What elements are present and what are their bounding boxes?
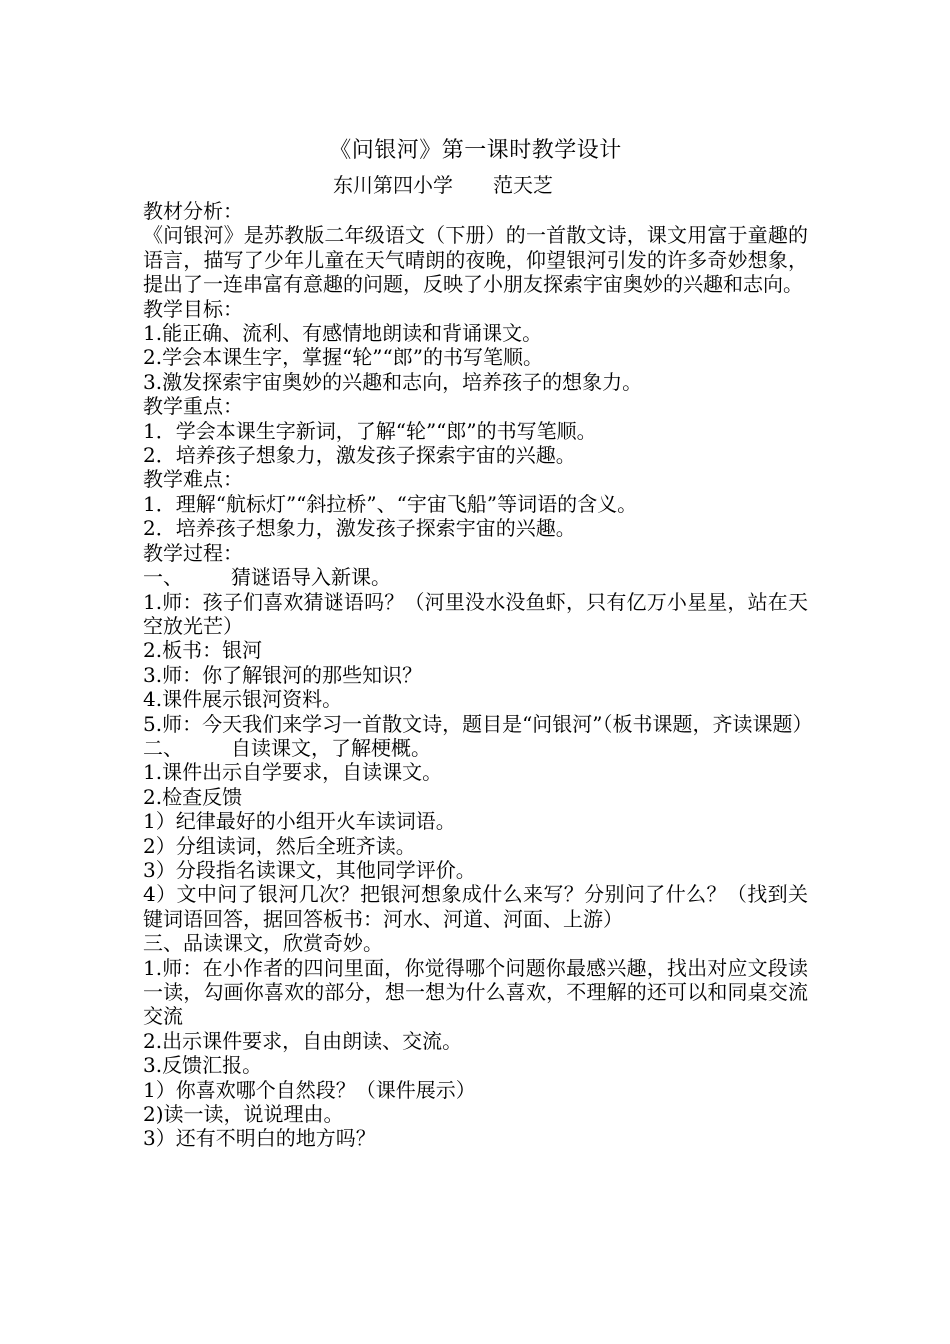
key-item: 1．学会本课生字新词，了解“轮”“郎”的书写笔顺。 [143,418,597,443]
part1-title: 猜谜语导入新课。 [231,565,391,590]
part3-heading: 三、品读课文，欣赏奇妙。 [143,931,383,956]
analysis-heading: 教材分析： [143,199,243,223]
goal-item: 2.学会本课生字，掌握“轮”“郎”的书写笔顺。 [143,345,543,370]
part2-title: 自读课文，了解梗概。 [231,735,431,760]
part2-item: 3）分段指名读课文，其他同学评价。 [143,857,476,882]
difficult-item: 1．理解“航标灯”“斜拉桥”、“宇宙飞船”等词语的含义。 [143,491,638,516]
part2-heading [143,736,808,760]
difficult-heading: 教学难点： [143,467,243,492]
part2-item: 4）文中问了银河几次？把银河想象成什么来写？分别问了什么？（找到关键词语回答，据回答板书：河水、河道、河面、上游） [143,882,808,931]
key-item: 2．培养孩子想象力，激发孩子探索宇宙的兴趣。 [143,443,576,468]
difficult-item: 2．培养孩子想象力，激发孩子探索宇宙的兴趣。 [143,516,576,541]
part2-number: 二、 [143,735,183,760]
part2-item: 2）分组读词，然后全班齐读。 [143,833,416,858]
part3-item: 3.反馈汇报。 [143,1053,263,1078]
part2-item: 1）纪律最好的小组开火车读词语。 [143,809,456,834]
part1-heading [143,565,808,589]
part3-item: 1）你喜欢哪个自然段？（课件展示） [143,1077,476,1102]
document-body [143,136,813,1151]
part1-item: 1.师：孩子们喜欢猜谜语吗？（河里没水没鱼虾，只有亿万小星星，站在天空放光芒） [143,589,808,638]
part2-item: 2.检查反馈 [143,784,243,809]
part3-item: 3）还有不明白的地方吗？ [143,1126,376,1151]
part2-item: 1.课件出示自学要求，自读课文。 [143,760,443,785]
part1-item: 5.师：今天我们来学习一首散文诗，题目是“问银河”（板书课题，齐读课题） [143,711,813,736]
goals-heading: 教学目标： [143,296,243,321]
part3-item: 2)读一读，说说理由。 [143,1102,344,1127]
part1-item: 3.师：你了解银河的那些知识？ [143,662,423,687]
goal-item: 1.能正确、流利、有感情地朗读和背诵课文。 [143,321,543,346]
part3-item: 1.师：在小作者的四问里面，你觉得哪个问题你最感兴趣，找出对应文段读一读，勾画你喜欢的部分，想一想为什么喜欢，不理解的还可以和同桌交流交流 [143,955,808,1029]
document-author: 东川第四小学 范天芝 [333,173,553,197]
part1-number: 一、 [143,565,183,590]
process-heading: 教学过程： [143,540,243,565]
part3-item: 2.出示课件要求，自由朗读、交流。 [143,1028,463,1053]
part1-item: 2.板书：银河 [143,638,263,663]
document-title: 《问银河》第一课时教学设计 [329,138,622,163]
part1-item: 4.课件展示银河资料。 [143,687,343,712]
key-heading: 教学重点： [143,394,243,419]
analysis-text: 《问银河》是苏教版二年级语文（下册）的一首散文诗，课文用富于童趣的语言，描写了少年儿童在天气晴朗的夜晚，仰望银河引发的许多奇妙想象，提出了一连串富有意趣的问题，反映了小朋友探索宇宙奥妙的兴趣和志向。 [143,223,808,297]
goal-item: 3.激发探索宇宙奥妙的兴趣和志向，培养孩子的想象力。 [143,369,643,394]
